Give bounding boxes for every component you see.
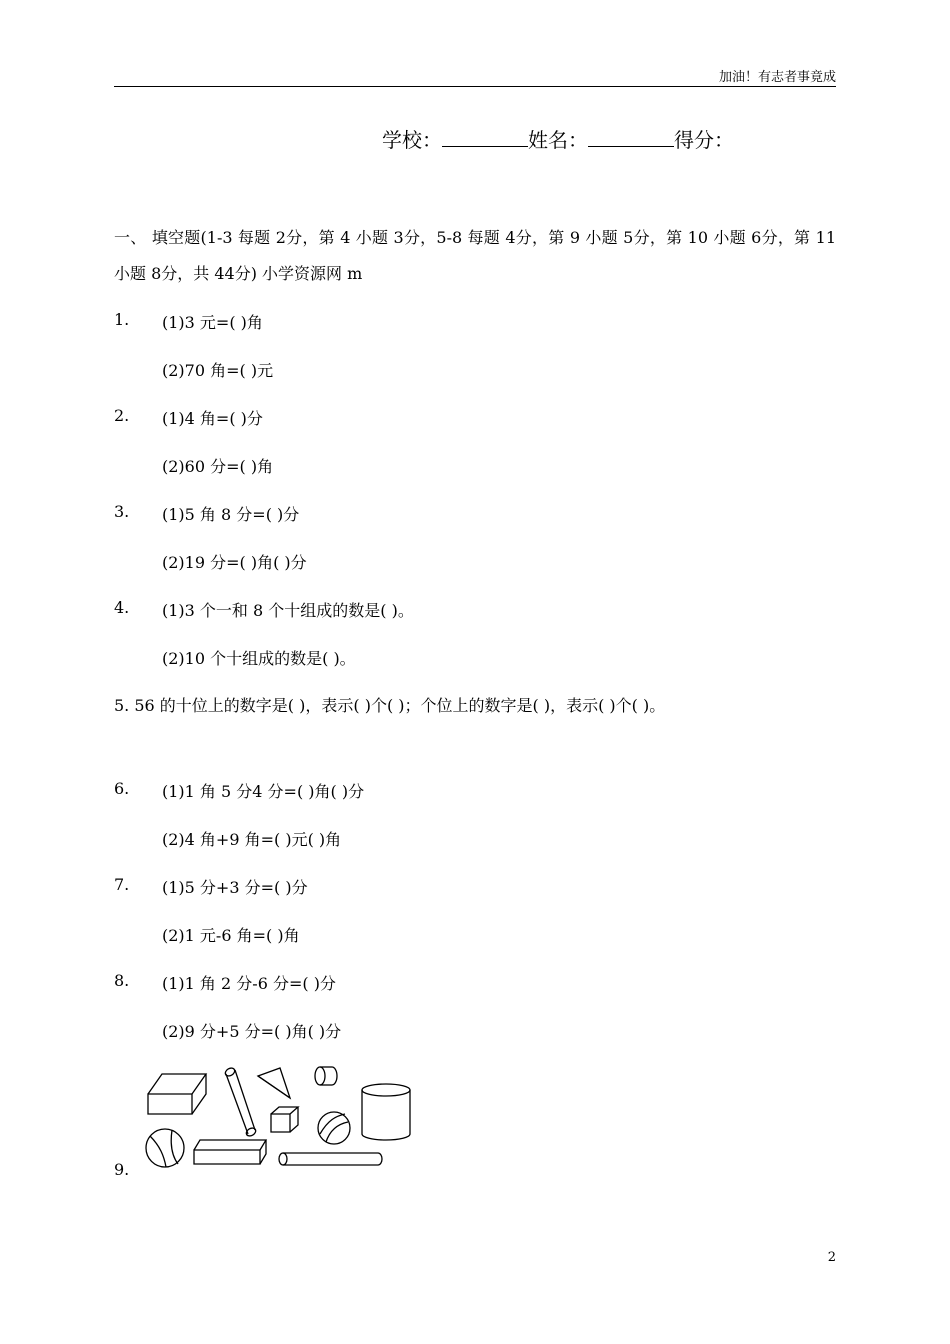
name-blank[interactable] — [588, 128, 674, 147]
school-blank[interactable] — [442, 128, 528, 147]
student-info-line — [382, 124, 734, 153]
question-part: (2)70 角=( )元 — [162, 361, 274, 380]
question-part: (1)1 角 5 分4 分=( )角( )分 — [162, 782, 365, 801]
question-part: (2)9 分+5 分=( )角( )分 — [162, 1022, 342, 1041]
school-label: 学校： — [382, 128, 442, 152]
question-part: (1)1 角 2 分-6 分=( )分 — [162, 974, 336, 993]
question-number: 3. — [114, 502, 130, 521]
triangular-pyramid-shape — [258, 1068, 290, 1098]
question-number: 2. — [114, 406, 130, 425]
question-part: (1)4 角=( )分 — [162, 409, 263, 428]
sphere-shape — [318, 1112, 350, 1144]
sphere-shape-2 — [146, 1129, 184, 1167]
question-part: (1)5 角 8 分=( )分 — [162, 505, 300, 524]
slanted-cylinder-shape — [224, 1066, 257, 1137]
question-number: 7. — [114, 875, 130, 894]
score-label: 得分： — [674, 128, 734, 152]
question-part: (2)4 角+9 角=( )元( )角 — [162, 830, 342, 849]
name-label: 姓名： — [528, 128, 588, 152]
question-part: (1)3 元=( )角 — [162, 313, 263, 332]
section-title: 一、 填空题(1-3 每题 2分，第 4 小题 3分，5-8 每题 4分，第 9 小题 5分，第 10 小题 6分，第 11 小题 8分，共 44分) 小学资源网 m — [114, 228, 836, 283]
question-part: (2)10 个十组成的数是( )。 — [162, 649, 356, 668]
question-number: 4. — [114, 598, 130, 617]
question-5: 5. 56 的十位上的数字是( )，表示( )个( )；个位上的数字是( )，表示( )个( )。 — [114, 696, 666, 715]
question-part: (1)5 分+3 分=( )分 — [162, 878, 308, 897]
question-part: (2)1 元-6 角=( )角 — [162, 926, 300, 945]
geometric-solids-icon — [140, 1064, 420, 1176]
question-number: 6. — [114, 779, 130, 798]
cube-shape — [271, 1107, 298, 1132]
page-number: 2 — [827, 1250, 836, 1265]
question-number: 8. — [114, 971, 130, 990]
header-divider — [114, 86, 836, 87]
cuboid-shape — [148, 1074, 206, 1114]
question-part: (2)60 分=( )角 — [162, 457, 274, 476]
flat-cuboid-shape — [194, 1140, 266, 1164]
tall-cylinder-shape — [362, 1084, 410, 1140]
question-number: 9. — [114, 1160, 130, 1179]
horizontal-cylinder-shape — [279, 1153, 382, 1165]
small-cylinder-shape — [315, 1067, 337, 1085]
header-motto: 加油！有志者事竟成 — [718, 70, 836, 85]
question-part: (1)3 个一和 8 个十组成的数是( )。 — [162, 601, 414, 620]
question-part: (2)19 分=( )角( )分 — [162, 553, 307, 572]
question-number: 1. — [114, 310, 130, 329]
